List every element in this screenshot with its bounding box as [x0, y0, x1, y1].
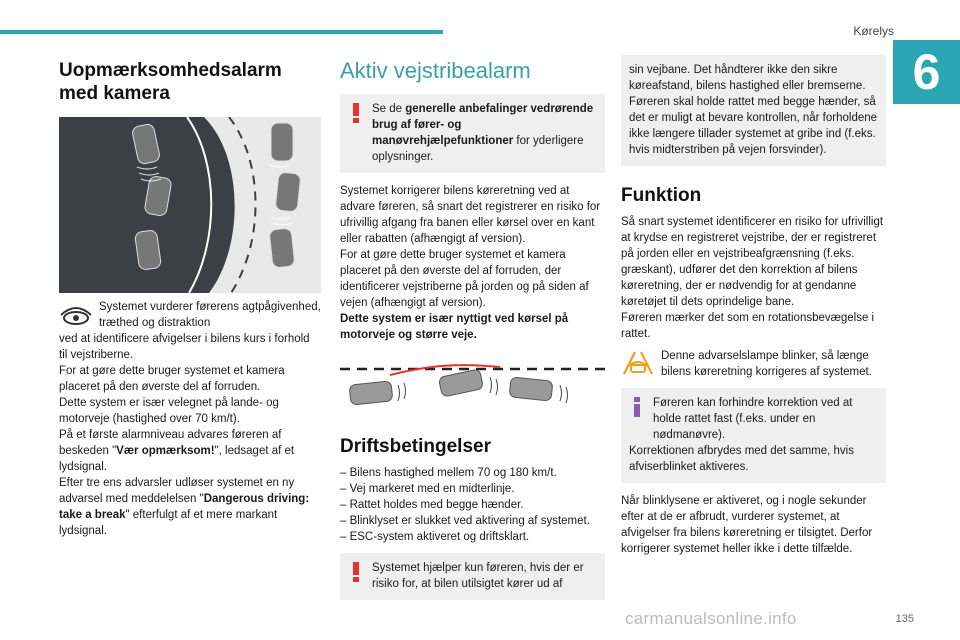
- header-accent-bar: [0, 30, 443, 34]
- text-span: for yderligere oplysninger.: [372, 135, 584, 163]
- driver-attention-icon: [59, 299, 93, 327]
- text-span: " efterfulgt af et mere markant lydsignal.: [59, 509, 278, 537]
- warning-note-recommendations: [340, 94, 605, 173]
- text-span: På et første alarmniveau advares føreren af beskeden ": [59, 429, 282, 457]
- spacer: [340, 545, 605, 553]
- lane-warning-lamp-icon: [621, 348, 655, 376]
- driver-alert-paragraph: [59, 299, 321, 331]
- function-heading: Funktion: [621, 185, 702, 206]
- list-item: – Rattet holdes med begge hænder.: [340, 499, 524, 511]
- note-text: Systemet hjælper kun føreren, hvis der er risiko for, at bilen utilsigtet kører ud af: [372, 562, 584, 590]
- column-2: [340, 55, 605, 610]
- col3-paragraph-3: Når blinklysene er aktiveret, og i nogle sekunder efter at de er afbrudt, vurderer systemet, at afvigelser fra bilens køreretning er tilsigtet. Derfor korrigerer systemet heller ikke i dette tilfælde.: [621, 495, 873, 555]
- col3-paragraph-1: Så snart systemet identificerer en risiko for ufrivilligt at krydse en registreret vejstribe, der er registreret på jorden eller en vejstribeafgrænsning (f.eks. græskant), udfører det den korrektion af bilens køreretning, der er nødvendig for at gendanne køretøjet til dets oprindelige bane.: [621, 216, 884, 308]
- text-span: Se de: [372, 103, 406, 115]
- lane-correction-car-graphic: [340, 355, 605, 417]
- info-icon: [629, 396, 645, 418]
- warning-exclamation-icon: [348, 561, 364, 583]
- col2-paragraph-1: Systemet korrigerer bilens køreretning ved at advare føreren, så snart det registrerer en risiko for ufrivillig afgang fra banen eller kørsel over en kant eller rabatten (afhængigt af version).: [340, 185, 601, 245]
- col1-paragraph-1b: ved at identificere afvigelser i bilens kurs i forhold til vejstriberne.: [59, 333, 310, 361]
- note-text: Føreren skal holde rattet med begge hænder, så det er muligt at bevare kontrollen, når forholdene ikke længere tillader systemet at gribe ind (f.eks. hvis midterstriben på vejen forsvinder).: [629, 96, 878, 156]
- warning-lamp-paragraph: [621, 348, 886, 380]
- first-alert-message: Vær opmærksom!: [116, 445, 215, 457]
- note-text: [372, 101, 597, 165]
- lane-assist-title: Aktiv vejstribealarm: [340, 58, 531, 83]
- warning-note-continued: [621, 55, 886, 166]
- note-text: Føreren kan forhindre korrektion ved at holde rattet fast (f.eks. under en nødmanøvre).: [653, 397, 853, 441]
- note-body: [348, 101, 597, 165]
- bold-text: Dette system er især nyttigt ved kørsel på motorveje og større veje.: [340, 313, 569, 341]
- note-body: [629, 395, 878, 443]
- chapter-number: 6: [893, 40, 960, 104]
- col2-paragraph-2: For at gøre dette bruger systemet et kamera placeret på den øverste del af forruden, der identificerer vejstriberne på jorden og på siden af vejen (afhængigt af version).: [340, 249, 589, 309]
- section-title: Kørelys: [853, 24, 894, 38]
- warning-note-assistance: [340, 553, 605, 600]
- attention-alert-illustration: [59, 117, 321, 293]
- operating-conditions-list: [340, 465, 605, 545]
- text-span: Efter tre ens advarsler udløser systemet en ny advarsel med meddelelsen ": [59, 477, 295, 505]
- weaving-car-illustration: [59, 117, 321, 293]
- col1-paragraph-2: For at gøre dette bruger systemet et kamera placeret på den øverste del af forruden.: [59, 365, 285, 393]
- lane-correction-illustration: [340, 355, 605, 417]
- list-item: – Blinklyset er slukket ved aktivering af systemet.: [340, 515, 590, 527]
- list-item: – ESC-system aktiveret og driftsklart.: [340, 531, 530, 543]
- note-body: [348, 560, 597, 592]
- col2-paragraph-3: [340, 311, 605, 343]
- column-1: [59, 55, 321, 539]
- col3-paragraph-2: Føreren mærker det som en rotationsbevægelse i rattet.: [621, 312, 875, 340]
- col1-paragraph-3: Dette system er især velegnet på lande- og motorveje (hastighed over 70 km/t).: [59, 397, 279, 425]
- operating-conditions-heading: Driftsbetingelser: [340, 436, 491, 457]
- watermark: carmanualsonline.info: [625, 609, 797, 628]
- list-item: – Bilens hastighed mellem 70 og 180 km/t.: [340, 467, 557, 479]
- note-text: Korrektionen afbrydes med det samme, hvis afviserblinket aktiveres.: [629, 445, 854, 473]
- attention-alert-title: Uopmærksomhedsalarm med kamera: [59, 60, 282, 104]
- column-3: [621, 55, 886, 557]
- info-note-override: [621, 388, 886, 483]
- page-number: 135: [895, 613, 914, 625]
- recommendations-link-text: generelle anbefalinger vedrørende brug af fører- og manøvrehjælpefunktioner: [372, 103, 594, 147]
- warning-exclamation-icon: [348, 102, 364, 124]
- second-alert-message: Dangerous driving: take a break: [59, 493, 310, 521]
- text-span: ", ledsaget af et lydsignal.: [59, 445, 295, 473]
- col1-paragraph-4: [59, 427, 321, 475]
- spacer: [621, 176, 886, 184]
- col1-paragraph-1a: Systemet vurderer førerens agtpågivenhed, træthed og distraktion: [99, 301, 321, 329]
- col1-paragraph-5: [59, 475, 321, 539]
- icon-text: Denne advarselslampe blinker, så længe bilens køreretning korrigeres af systemet.: [661, 350, 872, 378]
- note-text: sin vejbane. Det håndterer ikke den sikre køreafstand, bilens hastighed eller bremserne.: [629, 64, 866, 92]
- list-item: – Vej markeret med en midterlinje.: [340, 483, 515, 495]
